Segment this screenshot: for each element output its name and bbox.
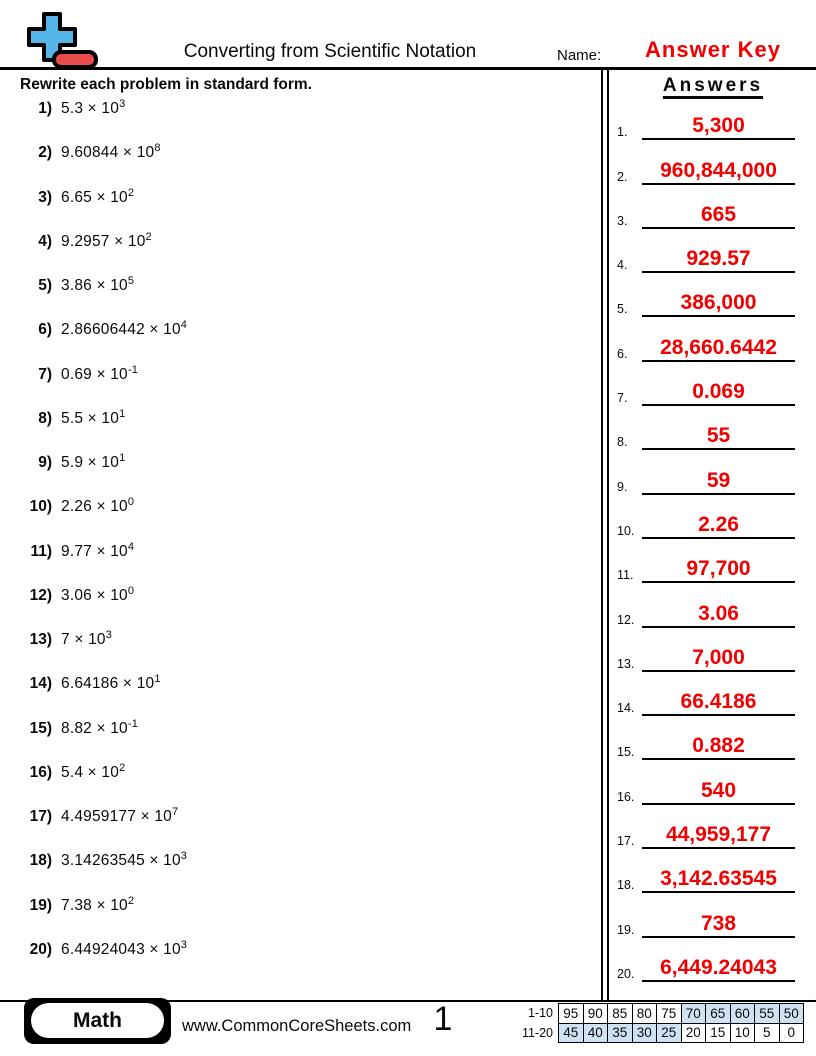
problem-item xyxy=(20,186,580,233)
score-cell: 90 xyxy=(583,1004,608,1024)
answer-value: 0.069 xyxy=(692,380,745,404)
score-cell: 75 xyxy=(657,1004,682,1024)
answer-line xyxy=(642,913,795,938)
answer-line xyxy=(642,603,795,628)
problem-base: 4.4959177 × 10 xyxy=(61,808,172,825)
problem-exponent: -1 xyxy=(127,363,139,376)
problem-exponent: 3 xyxy=(180,938,188,951)
answer-item xyxy=(610,317,816,361)
problem-item xyxy=(20,628,580,675)
answer-line xyxy=(642,957,795,982)
answer-number: 10. xyxy=(617,523,635,538)
answer-line xyxy=(642,204,795,229)
answer-number: 9. xyxy=(617,479,628,494)
problem-expression xyxy=(61,717,139,738)
problem-base: 7.38 × 10 xyxy=(61,896,128,914)
score-row-label: 1-10 xyxy=(507,1004,559,1024)
score-cell: 5 xyxy=(755,1023,780,1043)
problem-expression xyxy=(61,761,126,782)
answer-number: 16. xyxy=(617,789,635,804)
answer-number: 2. xyxy=(617,169,628,184)
answer-line xyxy=(642,514,795,539)
answer-value: 929.57 xyxy=(686,247,751,271)
score-cell: 15 xyxy=(706,1023,731,1043)
answer-line xyxy=(642,691,795,716)
problem-number: 5) xyxy=(38,277,52,294)
instructions-text: Rewrite each problem in standard form. xyxy=(20,76,312,93)
problem-item xyxy=(20,321,580,365)
answer-item xyxy=(610,495,816,539)
score-cell: 85 xyxy=(608,1004,633,1024)
header xyxy=(0,0,816,70)
problem-expression xyxy=(61,274,135,295)
problem-number: 10) xyxy=(29,498,52,516)
problem-base: 0.69 × 10 xyxy=(61,365,128,383)
footer xyxy=(0,1000,816,1056)
score-cell: 70 xyxy=(681,1004,706,1024)
score-cell: 50 xyxy=(779,1004,804,1024)
answer-value: 59 xyxy=(706,468,731,492)
problem-item xyxy=(20,451,580,498)
answers-column xyxy=(610,70,816,1000)
problem-number: 17) xyxy=(29,808,52,825)
problem-number: 2) xyxy=(38,144,52,162)
answer-line xyxy=(642,381,795,406)
problem-exponent: 4 xyxy=(127,540,135,553)
answer-item xyxy=(610,273,816,317)
problem-item xyxy=(20,498,580,542)
score-cell: 95 xyxy=(559,1004,584,1024)
problem-expression xyxy=(61,675,161,693)
answer-value: 386,000 xyxy=(680,291,757,315)
answer-item xyxy=(610,583,816,627)
problem-item xyxy=(20,540,580,587)
problem-base: 6.64186 × 10 xyxy=(61,675,155,693)
problem-expression xyxy=(61,321,187,339)
answer-value: 2.26 xyxy=(698,512,739,536)
score-cell: 40 xyxy=(583,1023,608,1043)
problem-item xyxy=(20,144,580,188)
problem-item xyxy=(20,852,580,896)
answer-item xyxy=(610,805,816,849)
problem-number: 4) xyxy=(38,232,52,250)
problem-base: 5.3 × 10 xyxy=(61,100,120,117)
problem-exponent: 3 xyxy=(119,97,126,110)
problem-base: 6.65 × 10 xyxy=(61,188,128,206)
answer-number: 15. xyxy=(617,745,635,760)
answer-value: 540 xyxy=(700,778,737,802)
score-cell: 10 xyxy=(730,1023,755,1043)
answer-line xyxy=(642,868,795,893)
name-label: Name: xyxy=(557,47,602,64)
answer-value: 665 xyxy=(700,202,737,226)
problem-number: 14) xyxy=(29,675,52,693)
problem-number: 9) xyxy=(38,454,52,471)
problem-expression xyxy=(61,540,135,561)
answer-value: 738 xyxy=(700,911,737,935)
answer-number: 14. xyxy=(617,701,635,716)
problem-expression xyxy=(61,498,134,516)
answer-number: 17. xyxy=(617,834,635,849)
score-cell: 20 xyxy=(681,1023,706,1043)
score-cell: 80 xyxy=(632,1004,657,1024)
problem-number: 13) xyxy=(29,631,52,648)
answer-line xyxy=(642,115,795,140)
answer-value: 97,700 xyxy=(686,557,751,581)
problem-exponent: 2 xyxy=(145,230,152,243)
problem-exponent: 1 xyxy=(154,673,161,686)
problem-exponent: 2 xyxy=(127,186,135,199)
problem-exponent: 4 xyxy=(180,319,188,332)
problem-expression xyxy=(61,584,135,605)
problem-exponent: 1 xyxy=(119,407,126,420)
answer-line xyxy=(642,292,795,317)
answer-number: 20. xyxy=(617,966,635,981)
problem-item xyxy=(20,675,580,719)
problem-expression xyxy=(61,97,126,118)
answer-item xyxy=(610,362,816,406)
subject-badge xyxy=(24,998,171,1044)
problem-number: 1) xyxy=(38,100,52,117)
problem-base: 2.86606442 × 10 xyxy=(61,321,181,339)
score-cell: 55 xyxy=(755,1004,780,1024)
answer-value: 28,660.6442 xyxy=(660,335,777,359)
problem-base: 8.82 × 10 xyxy=(61,719,128,737)
problem-expression xyxy=(61,628,113,649)
answer-number: 5. xyxy=(617,302,628,317)
problem-item xyxy=(20,363,580,410)
problem-base: 3.86 × 10 xyxy=(61,277,128,294)
problem-exponent: 2 xyxy=(127,894,135,907)
website-text: www.CommonCoreSheets.com xyxy=(182,1017,412,1035)
answer-line xyxy=(642,735,795,760)
problem-exponent: 1 xyxy=(119,451,126,464)
problem-number: 6) xyxy=(38,321,52,339)
problem-exponent: 3 xyxy=(105,628,113,641)
problem-item xyxy=(20,805,580,852)
answer-line xyxy=(642,248,795,273)
problem-base: 9.77 × 10 xyxy=(61,542,128,560)
answer-number: 1. xyxy=(617,125,628,140)
answer-number: 8. xyxy=(617,435,628,450)
problem-base: 9.60844 × 10 xyxy=(61,144,155,162)
score-cell: 35 xyxy=(608,1023,633,1043)
answer-item xyxy=(610,849,816,893)
answer-line xyxy=(642,824,795,849)
answer-value: 44,959,177 xyxy=(665,823,772,846)
score-row xyxy=(507,1023,804,1043)
answer-item xyxy=(610,140,816,184)
problem-exponent: -1 xyxy=(127,717,139,730)
answer-number: 7. xyxy=(617,391,628,406)
score-row xyxy=(507,1004,804,1024)
answer-line xyxy=(642,470,795,495)
column-divider xyxy=(601,70,609,1000)
answer-value: 6,449.24043 xyxy=(660,955,777,979)
problem-expression xyxy=(61,805,179,826)
problem-expression xyxy=(61,894,135,915)
answer-number: 11. xyxy=(617,568,634,583)
problem-expression xyxy=(61,363,139,384)
answer-item xyxy=(610,539,816,583)
answer-item xyxy=(610,450,816,494)
page-number: 1 xyxy=(433,1000,453,1038)
problem-base: 9.2957 × 10 xyxy=(61,232,146,250)
answer-item xyxy=(610,893,816,937)
problem-number: 19) xyxy=(29,896,52,914)
score-cell: 0 xyxy=(779,1023,804,1043)
problem-base: 6.44924043 × 10 xyxy=(61,940,181,958)
problem-base: 5.9 × 10 xyxy=(61,454,120,471)
answer-value: 55 xyxy=(706,424,731,448)
answer-value: 960,844,000 xyxy=(660,158,777,182)
answer-item xyxy=(610,229,816,273)
problem-exponent: 2 xyxy=(119,761,126,774)
problem-exponent: 5 xyxy=(127,274,135,287)
answer-line xyxy=(642,160,795,185)
problem-item xyxy=(20,407,580,454)
subject-badge-label: Math xyxy=(31,1003,164,1038)
problem-expression xyxy=(61,186,135,207)
answer-number: 6. xyxy=(617,346,628,361)
answer-number: 19. xyxy=(617,922,635,937)
answer-line xyxy=(642,425,795,450)
problem-exponent: 8 xyxy=(154,142,161,155)
problem-base: 2.26 × 10 xyxy=(61,498,128,516)
problem-number: 3) xyxy=(38,188,52,206)
problem-base: 3.14263545 × 10 xyxy=(61,852,181,870)
answer-number: 4. xyxy=(617,258,628,273)
answer-line xyxy=(642,558,795,583)
answer-value: 0.882 xyxy=(692,734,745,758)
score-cell: 65 xyxy=(706,1004,731,1024)
problem-base: 3.06 × 10 xyxy=(61,586,128,604)
problem-exponent: 7 xyxy=(171,805,179,818)
problem-number: 15) xyxy=(29,719,52,737)
answers-heading: Answers xyxy=(662,75,764,96)
problem-item xyxy=(20,761,580,808)
score-cell: 45 xyxy=(559,1023,584,1043)
answer-number: 3. xyxy=(617,213,628,228)
answer-item xyxy=(610,628,816,672)
problem-expression xyxy=(61,230,152,251)
problem-number: 16) xyxy=(29,763,52,781)
answer-item xyxy=(610,716,816,760)
answer-item xyxy=(610,406,816,450)
answer-item xyxy=(610,185,816,229)
answer-line xyxy=(642,780,795,805)
answer-item xyxy=(610,96,816,140)
answer-key-label: Answer Key xyxy=(645,37,781,62)
problem-number: 18) xyxy=(29,852,52,870)
answer-number: 12. xyxy=(617,612,635,627)
problem-exponent: 3 xyxy=(180,850,188,863)
problem-item xyxy=(20,584,580,631)
problem-item xyxy=(20,717,580,764)
score-cell: 60 xyxy=(730,1004,755,1024)
answer-value: 7,000 xyxy=(692,645,745,669)
answer-item xyxy=(610,938,816,982)
problem-expression xyxy=(61,451,126,472)
answer-value: 3,142.63545 xyxy=(660,867,777,891)
score-cell: 25 xyxy=(657,1023,682,1043)
problem-number: 7) xyxy=(38,365,52,383)
problem-expression xyxy=(61,938,188,959)
score-row-label: 11-20 xyxy=(507,1023,559,1043)
answer-item xyxy=(610,672,816,716)
problem-exponent: 0 xyxy=(127,584,135,597)
problem-exponent: 0 xyxy=(127,496,135,509)
problem-base: 5.5 × 10 xyxy=(61,409,120,427)
problem-base: 5.4 × 10 xyxy=(61,763,120,781)
problem-number: 8) xyxy=(38,409,52,427)
answer-value: 5,300 xyxy=(692,114,745,138)
problem-item xyxy=(20,938,580,985)
problem-expression xyxy=(61,852,187,870)
problem-expression xyxy=(61,407,126,428)
problem-number: 12) xyxy=(29,586,52,604)
problem-item xyxy=(20,274,580,321)
problem-item xyxy=(20,97,580,144)
problem-number: 11) xyxy=(30,542,52,560)
problem-item xyxy=(20,894,580,941)
problem-base: 7 × 10 xyxy=(61,631,106,648)
answer-number: 13. xyxy=(617,656,635,671)
answer-line xyxy=(642,337,795,362)
answer-value: 66.4186 xyxy=(680,690,757,714)
score-cell: 30 xyxy=(632,1023,657,1043)
score-reference-table xyxy=(507,1003,804,1043)
answer-line xyxy=(642,647,795,672)
problem-number: 20) xyxy=(29,940,52,958)
answer-number: 18. xyxy=(617,878,635,893)
problem-item xyxy=(20,230,580,277)
problems-list xyxy=(20,97,580,985)
answer-value: 3.06 xyxy=(698,601,739,625)
problem-expression xyxy=(61,144,161,162)
worksheet-title: Converting from Scientific Notation xyxy=(183,41,477,62)
answers-list xyxy=(610,96,816,982)
answer-item xyxy=(610,760,816,804)
